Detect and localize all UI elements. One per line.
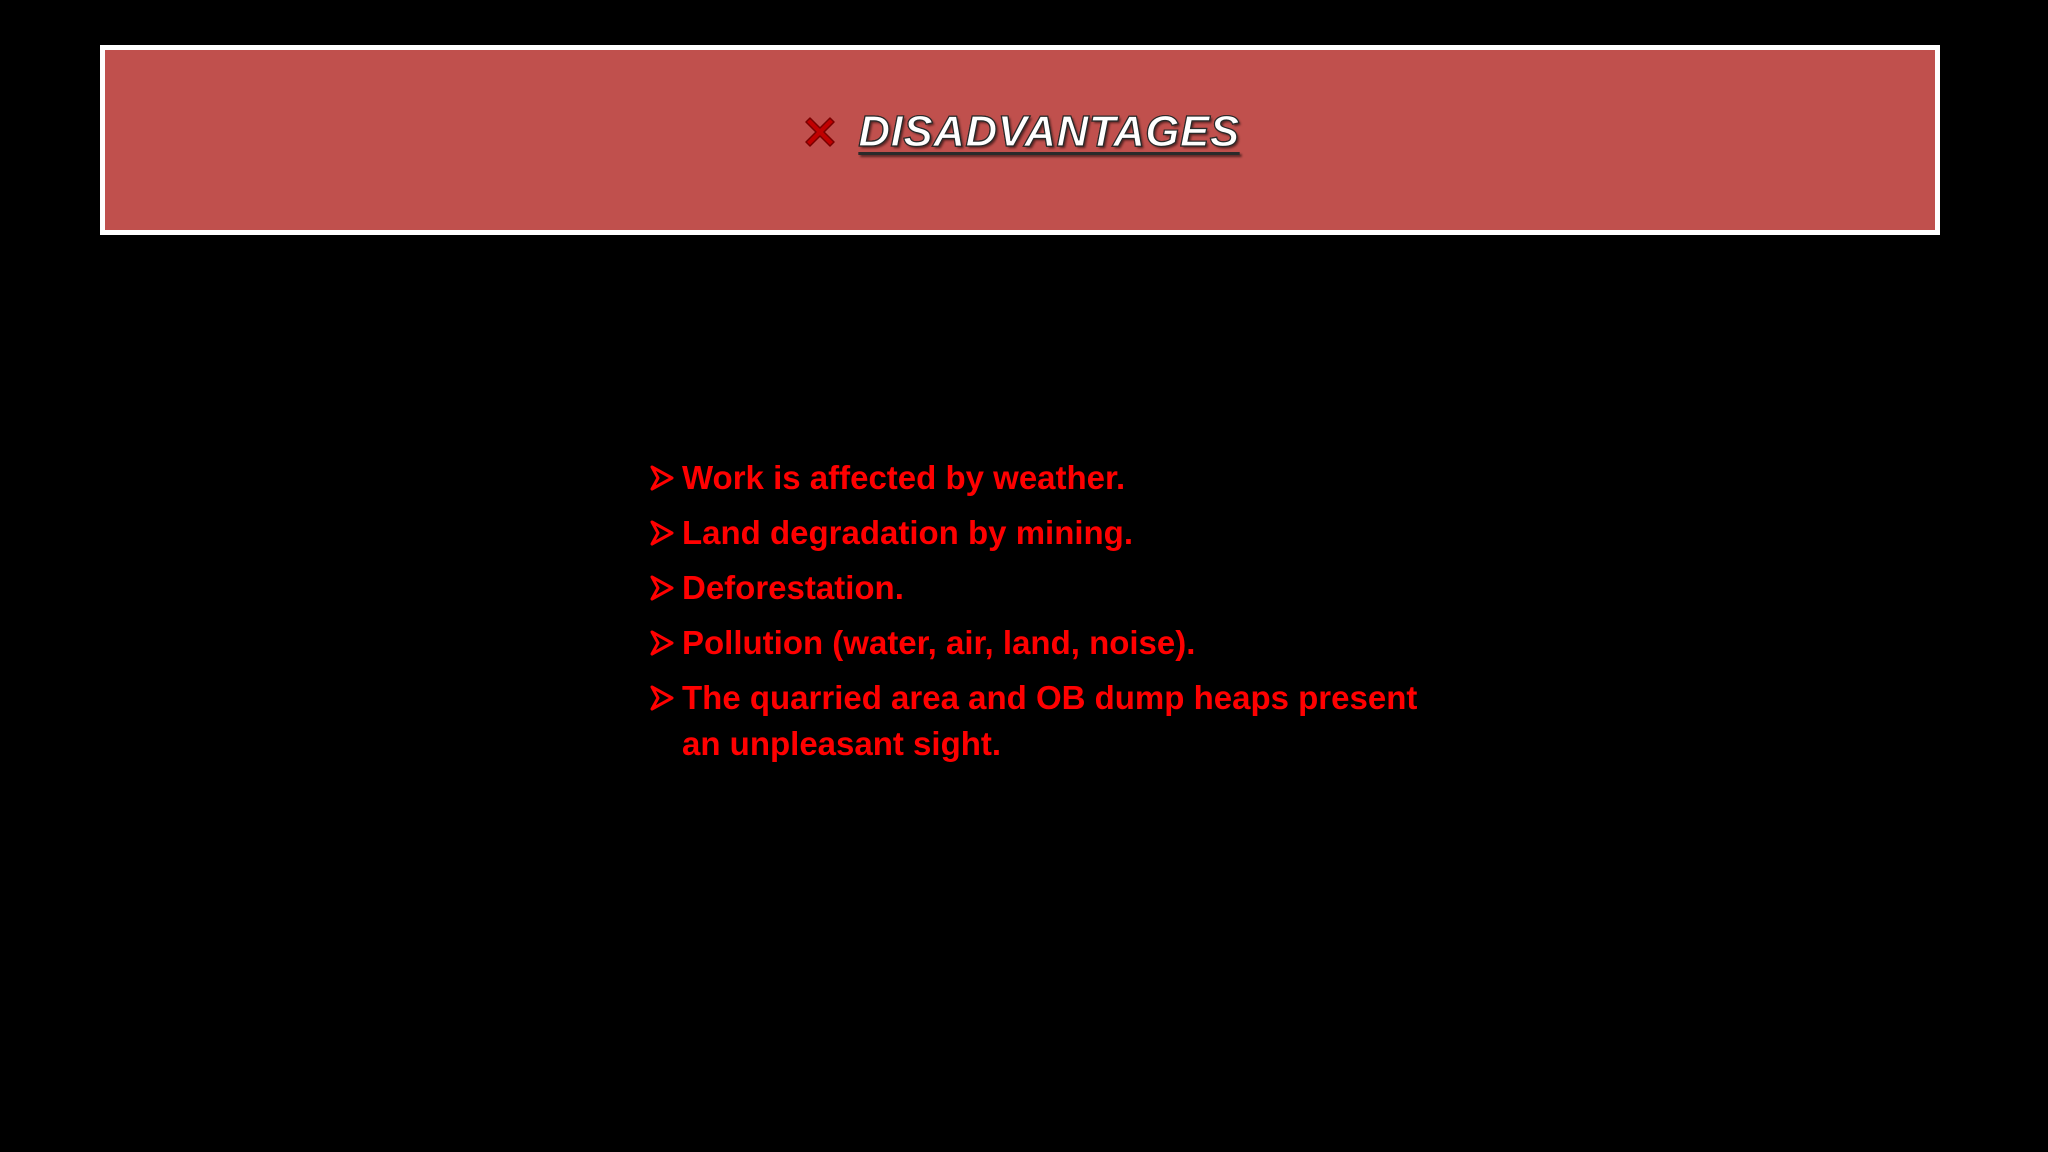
bullet-text: Pollution (water, air, land, noise). [682, 624, 1196, 661]
bullet-text: Deforestation. [682, 569, 904, 606]
slide-title: DISADVANTAGES [858, 107, 1240, 156]
bullet-text: Land degradation by mining. [682, 514, 1134, 551]
list-item [650, 565, 1450, 611]
cross-mark-icon [800, 112, 840, 152]
list-item [650, 620, 1450, 666]
arrowhead-bullet-icon [650, 565, 674, 611]
arrowhead-bullet-icon [650, 455, 674, 501]
arrowhead-bullet-icon [650, 620, 674, 666]
title-row [105, 107, 1935, 156]
arrowhead-bullet-icon [650, 510, 674, 556]
arrowhead-bullet-icon [650, 675, 674, 721]
bullet-text: The quarried area and OB dump heaps present an unpleasant sight. [682, 679, 1418, 762]
bullet-list [650, 455, 1450, 776]
list-item [650, 510, 1450, 556]
title-banner [100, 45, 1940, 235]
bullet-text: Work is affected by weather. [682, 459, 1126, 496]
list-item [650, 455, 1450, 501]
list-item [650, 675, 1450, 767]
